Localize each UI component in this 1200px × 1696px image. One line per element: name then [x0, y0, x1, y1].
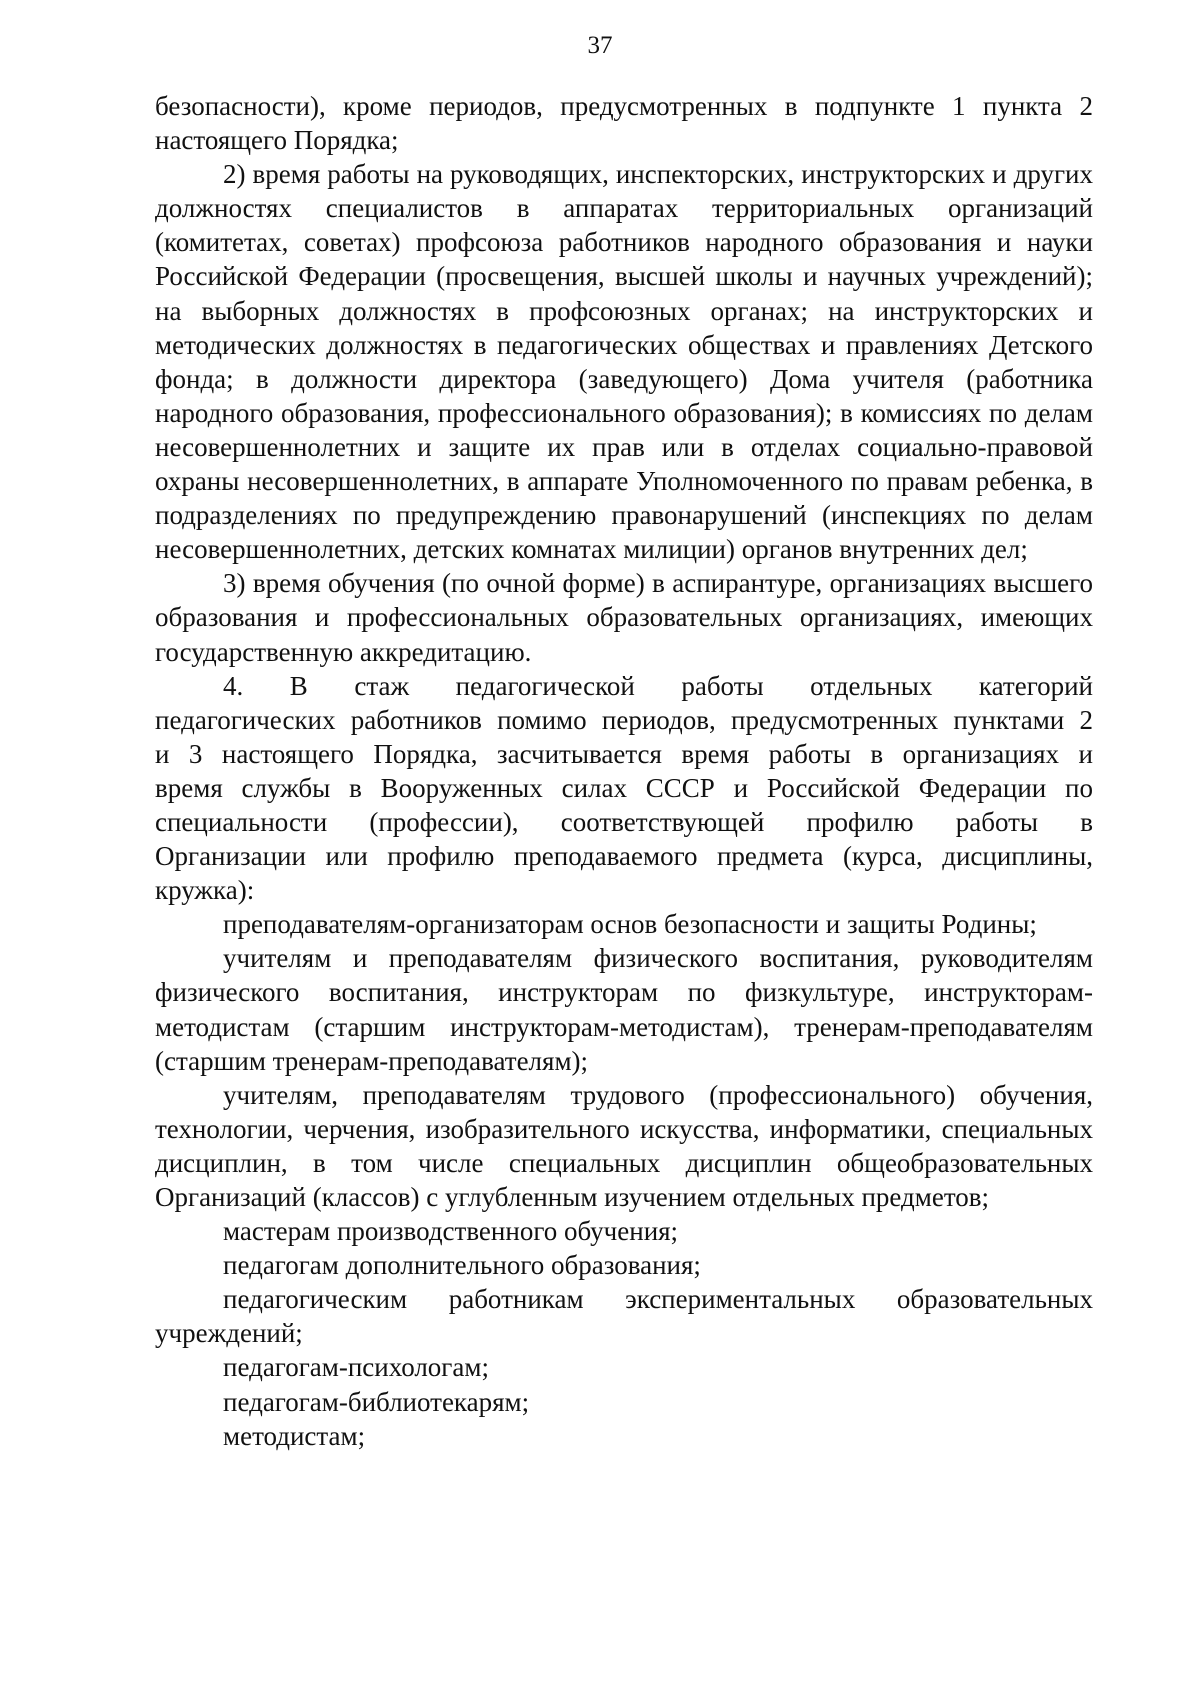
list-item-additional-education: педагогам дополнительного образования;	[223, 1250, 701, 1281]
list-item-production-masters: мастерам производственного обучения;	[223, 1216, 679, 1247]
paragraph-continuation: безопасности), кроме периодов, предусмотренных в подпункте 1 пункта 2 настоящего Порядка;	[155, 91, 1093, 156]
document-body	[155, 89, 1093, 1453]
paragraph-point-4: 4. В стаж педагогической работы отдельных категорий педагогических работников помимо периодов, предусмотренных пунктами 2 и 3 настоящего Порядка, засчитывается время работы в организациях и время службы в Вооруженных силах СССР и Российской Федерации по специальности (профессии), соответствующей профилю работы в Организации или профилю преподаваемого предмета (курса, дисциплины, кружка):	[155, 670, 1093, 906]
list-item-psychologists: педагогам-психологам;	[223, 1352, 489, 1383]
paragraph-item-3: 3) время обучения (по очной форме) в аспирантуре, организациях высшего образования и профессиональных образовательных организациях, имеющих государственную аккредитацию.	[155, 568, 1093, 667]
list-item-labor-training: учителям, преподавателям трудового (профессионального) обучения, технологии, черчения, изобразительного искусства, информатики, специальных дисциплин, в том числе специальных дисциплин общеобразовательных Организаций (классов) с углубленным изучением отдельных предметов;	[155, 1079, 1093, 1212]
list-item-methodologists: методистам;	[223, 1420, 366, 1451]
list-item-librarians: педагогам-библиотекарям;	[223, 1386, 530, 1417]
list-item-obzh-teachers: преподавателям-организаторам основ безопасности и защиты Родины;	[223, 909, 1037, 940]
page-number: 37	[587, 32, 613, 59]
paragraph-item-2: 2) время работы на руководящих, инспекторских, инструкторских и других должностях специалистов в аппаратах территориальных организаций (комитетах, советах) профсоюза работников народного образования и науки Российской Федерации (просвещения, высшей школы и научных учреждений); на выборных должностях в профсоюзных органах; на инструкторских и методических должностях в педагогических обществах и правлениях Детского фонда; в должности директора (заведующего) Дома учителя (работника народного образования, профессионального образования); в комиссиях по делам несовершеннолетних и защите их прав или в отделах социально-правовой охраны несовершеннолетних, в аппарате Уполномоченного по правам ребенка, в подразделениях по предупреждению правонарушений (инспекциях по делам несовершеннолетних, детских комнатах милиции) органов внутренних дел;	[155, 159, 1093, 565]
list-item-physical-education: учителям и преподавателям физического воспитания, руководителям физического воспитания, инструкторам по физкультуре, инструкторам-методистам (старшим инструкторам-методистам), тренерам-преподавателям (старшим тренерам-преподавателям);	[155, 943, 1093, 1076]
list-item-experimental-institutions: педагогическим работникам экспериментальных образовательных учреждений;	[155, 1284, 1093, 1349]
